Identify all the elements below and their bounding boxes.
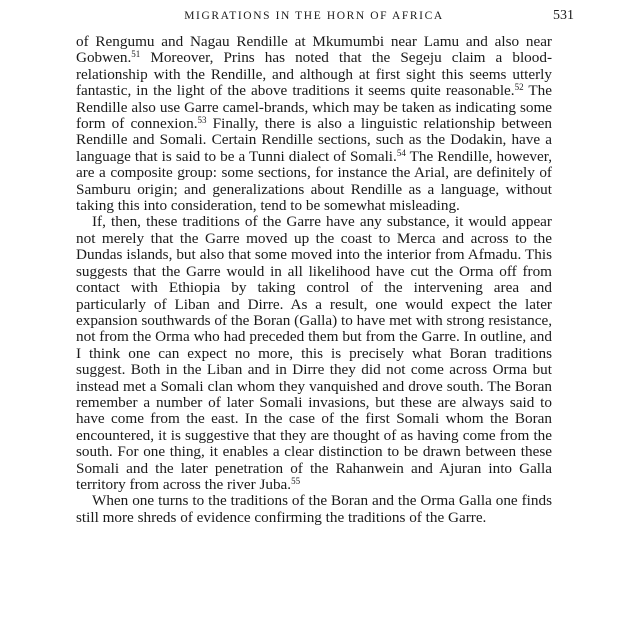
text-segment: If, then, these traditions of the Garre have any substance, it would appear not merely that the Garre moved up the coast to Merca and across to the Dundas islands, but also that some moved into the interior from Afmadu. This suggests that the Garre would in all likelihood have cut the Orma off from contact with Ethiopia by taking control of the intervening area and particularly of Liban and Dirre. As a result, one would expect the later expansion southwards of the Boran (Galla) to have met with strong resistance, not from the Orma who had preceded them but from the Garre. In outline, and I think one can expect no more, this is precisely what Boran traditions suggest. Both in the Liban and in Dirre they did not come across Orma but instead met a Somali clan whom they vanquished and drove south. The Boran remember a number of later Somali invasions, but these are always said to have come from the east. In the case of the first Somali whom the Boran encountered, it is suggestive that they are thought of as having come from the south. For one thing, it enables a clear distinction to be drawn between these Somali and the later penetration of the Rahanwein and Ajuran into Galla territory from across the river Juba. [76, 213, 552, 493]
footnote-ref: 53 [197, 115, 207, 126]
footnote-ref: 54 [396, 147, 406, 158]
footnote-ref: 55 [291, 475, 301, 486]
paragraph [76, 493, 552, 526]
footnote-ref: 51 [131, 49, 141, 60]
text-segment: Moreover, Prins has noted that the Segeju claim a blood-relationship with the Rendille, and although at first sight this seems utterly fantastic, in the light of the above traditions it seems quite reasonable. [76, 49, 552, 100]
paragraph [76, 34, 552, 214]
footnote-ref: 52 [514, 82, 524, 93]
text-segment: The Rendille also use Garre camel-brands, which may be taken as indicating some form of connexion. [76, 82, 552, 133]
running-head: MIGRATIONS IN THE HORN OF AFRICA [184, 10, 444, 22]
text-segment: Finally, there is also a linguistic relationship between Rendille and Somali. Certain Rendille sections, such as the Dodakin, have a language that is said to be a Tunni dialect of Somali. [76, 115, 552, 165]
paragraph [76, 214, 552, 493]
page-header [0, 8, 628, 26]
text-segment: of Rengumu and Nagau Rendille at Mkumumbi near Lamu and also near Gobwen. [76, 33, 552, 67]
page-number: 531 [553, 8, 574, 23]
text-segment: The Rendille, however, are a composite group: some sections, for instance the Arial, are definitely of Samburu origin; and generalizations about Rendille as a language, without taking this into consideration, tend to be somewhat misleading. [76, 147, 552, 215]
text-segment: When one turns to the traditions of the Boran and the Orma Galla one finds still more shreds of evidence confirming the traditions of the Garre. [76, 492, 552, 526]
body-text [76, 34, 552, 526]
